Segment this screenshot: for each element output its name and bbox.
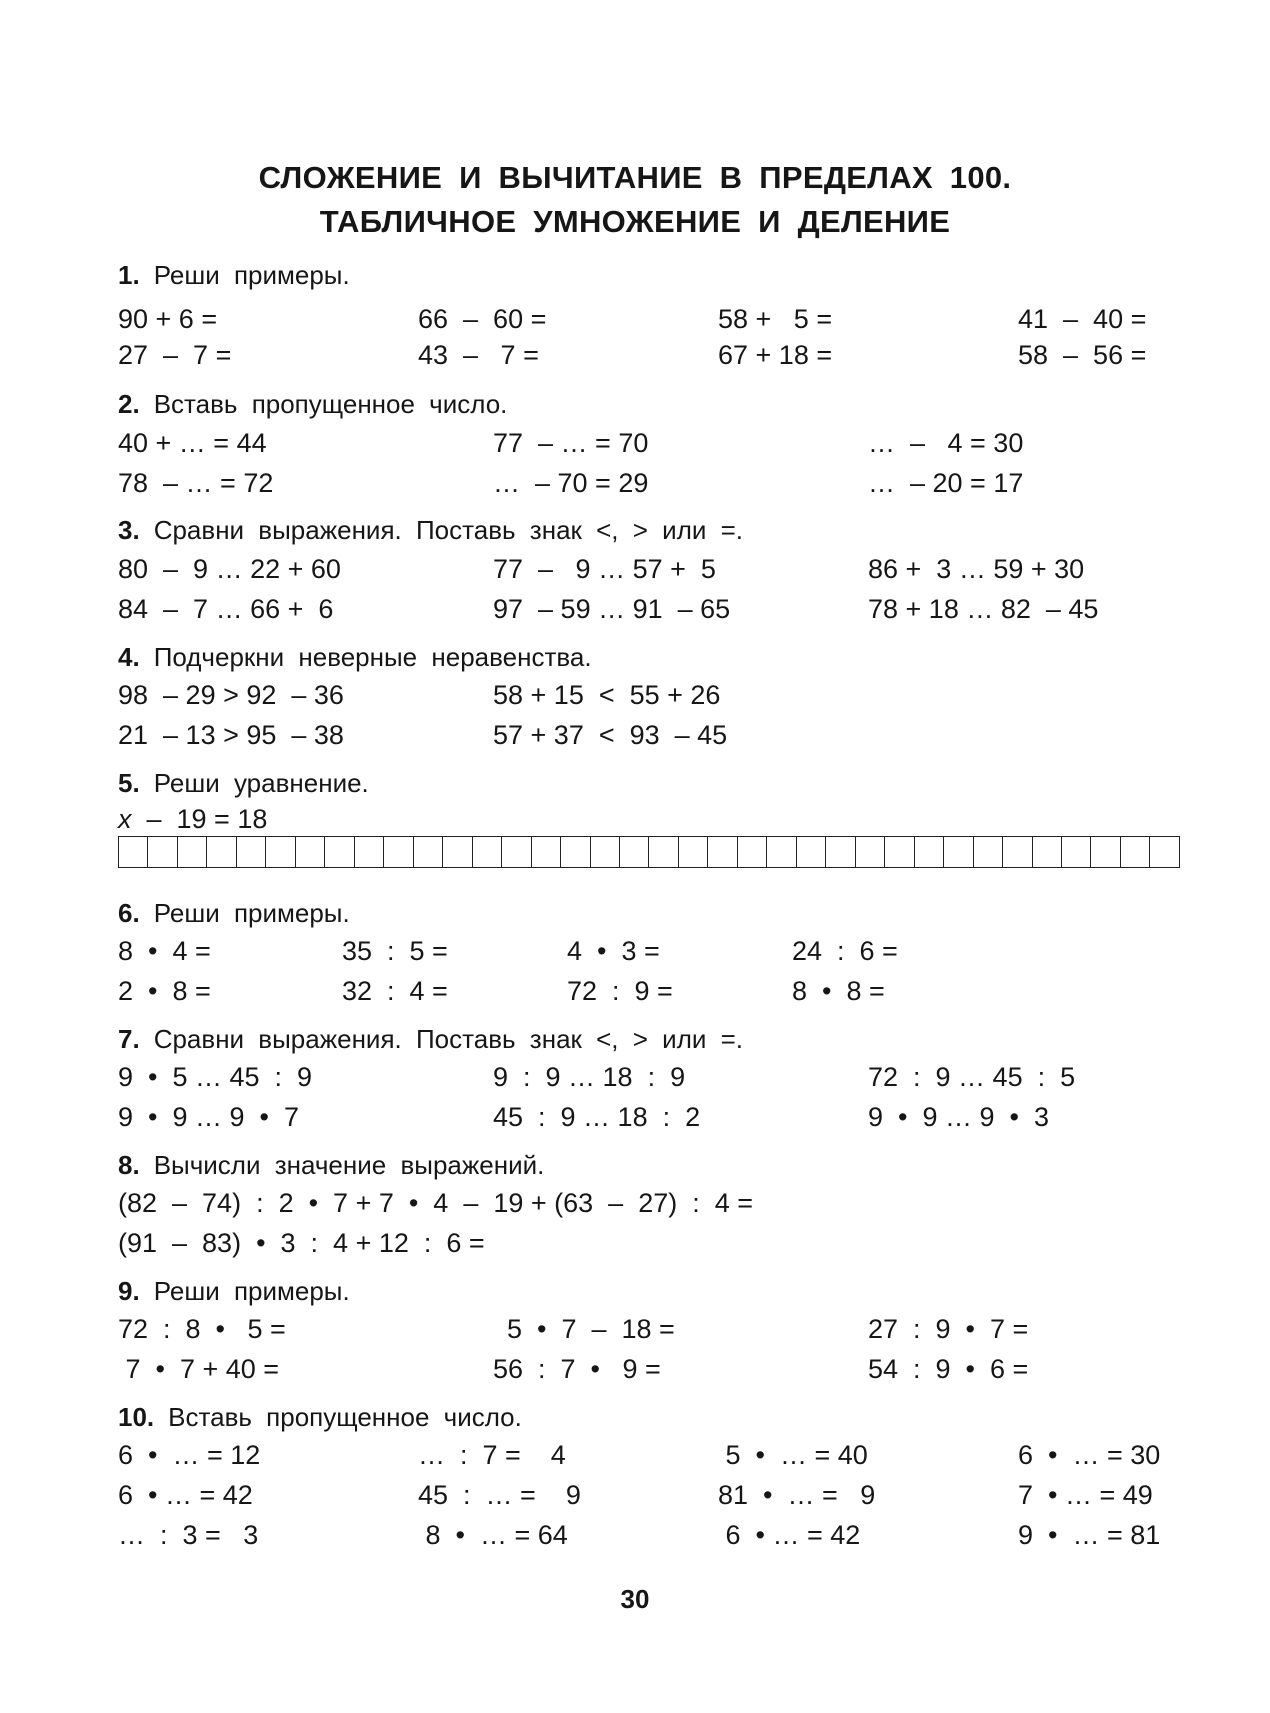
task-5-heading — [118, 768, 369, 799]
example: 72 : 8 • 5 = — [118, 1314, 286, 1344]
example: … – 20 = 17 — [868, 468, 1024, 498]
example: 78 + 18 … 82 – 45 — [868, 594, 1099, 624]
task-instruction: Вычисли значение выражений. — [153, 1150, 545, 1180]
example: 77 – … = 70 — [493, 428, 649, 458]
example: 54 : 9 • 6 = — [868, 1354, 1029, 1384]
inequality: 98 – 29 > 92 – 36 — [118, 680, 344, 710]
task-3-row-1 — [0, 554, 1270, 588]
grid-cell[interactable] — [885, 837, 914, 867]
task-5-equation — [0, 804, 1270, 838]
task-instruction: Реши примеры. — [153, 1276, 350, 1306]
example: 72 : 9 = — [567, 976, 673, 1006]
task-3-row-2 — [0, 594, 1270, 628]
grid-cell[interactable] — [767, 837, 796, 867]
example: 6 • … = 42 — [118, 1480, 253, 1510]
task-number: 6. — [118, 898, 140, 928]
grid-cell[interactable] — [620, 837, 649, 867]
example: 8 • 8 = — [792, 976, 885, 1006]
grid-cell[interactable] — [355, 837, 384, 867]
task-10-row-3 — [0, 1520, 1270, 1554]
example: 7 • 7 + 40 = — [118, 1354, 280, 1384]
task-1-heading — [118, 260, 350, 291]
task-6-heading — [118, 898, 350, 929]
example: 8 • 4 = — [118, 936, 211, 966]
task-number: 1. — [118, 260, 140, 290]
grid-cell[interactable] — [266, 837, 295, 867]
example: … : 7 = 4 — [418, 1440, 566, 1470]
example: 77 – 9 … 57 + 5 — [493, 554, 716, 584]
task-number: 7. — [118, 1024, 140, 1054]
grid-cell[interactable] — [915, 837, 944, 867]
example: 45 : … = 9 — [418, 1480, 581, 1510]
example: 58 + 5 = — [718, 304, 833, 334]
page-number: 30 — [620, 1584, 650, 1614]
example: 9 : 9 … 18 : 9 — [493, 1062, 686, 1092]
task-7-row-2 — [0, 1102, 1270, 1136]
grid-cell[interactable] — [473, 837, 502, 867]
grid-cell[interactable] — [591, 837, 620, 867]
grid-cell[interactable] — [207, 837, 236, 867]
grid-cell[interactable] — [414, 837, 443, 867]
task-9-heading — [118, 1276, 350, 1307]
grid-cell[interactable] — [738, 837, 767, 867]
task-number: 4. — [118, 642, 140, 672]
grid-cell[interactable] — [443, 837, 472, 867]
grid-cell[interactable] — [974, 837, 1003, 867]
task-4-heading — [118, 642, 592, 673]
inequality: 57 + 37 < 93 – 45 — [493, 720, 728, 750]
grid-cell[interactable] — [532, 837, 561, 867]
task-number: 3. — [118, 515, 140, 545]
grid-cell[interactable] — [1062, 837, 1091, 867]
example: 8 • … = 64 — [418, 1520, 568, 1550]
example: 9 • 5 … 45 : 9 — [118, 1062, 313, 1092]
task-instruction: Вставь пропущенное число. — [153, 389, 508, 419]
task-10-row-1 — [0, 1440, 1270, 1474]
example: 41 – 40 = — [1018, 304, 1147, 334]
task-number: 5. — [118, 768, 140, 798]
grid-cell[interactable] — [148, 837, 177, 867]
grid-cell[interactable] — [325, 837, 354, 867]
example: 27 – 7 = — [118, 340, 232, 370]
inequality: 21 – 13 > 95 – 38 — [118, 720, 344, 750]
grid-cell[interactable] — [797, 837, 826, 867]
example: 35 : 5 = — [342, 936, 448, 966]
task-instruction: Подчеркни неверные неравенства. — [153, 642, 592, 672]
grid-cell[interactable] — [708, 837, 737, 867]
example: 56 : 7 • 9 = — [493, 1354, 661, 1384]
example: 90 + 6 = — [118, 304, 218, 334]
example: 6 • … = 42 — [718, 1520, 861, 1550]
example: 78 – … = 72 — [118, 468, 274, 498]
task-instruction: Реши примеры. — [153, 260, 350, 290]
task-2-row-1 — [0, 428, 1270, 462]
example: 43 – 7 = — [418, 340, 539, 370]
grid-cell[interactable] — [384, 837, 413, 867]
grid-cell[interactable] — [296, 837, 325, 867]
example: 84 – 7 … 66 + 6 — [118, 594, 334, 624]
task-number: 2. — [118, 389, 140, 419]
grid-cell[interactable] — [679, 837, 708, 867]
example: 32 : 4 = — [342, 976, 448, 1006]
example: 58 – 56 = — [1018, 340, 1147, 370]
grid-cell[interactable] — [237, 837, 266, 867]
grid-cell[interactable] — [649, 837, 678, 867]
example: 9 • … = 81 — [1018, 1520, 1161, 1550]
example: 67 + 18 = — [718, 340, 833, 370]
task-1-row-1 — [0, 304, 1270, 338]
example: 66 – 60 = — [418, 304, 547, 334]
task-instruction: Реши примеры. — [153, 898, 350, 928]
task-6-row-2 — [0, 976, 1270, 1010]
grid-cell[interactable] — [1003, 837, 1032, 867]
task-3-heading — [118, 515, 743, 546]
answer-grid[interactable] — [118, 836, 1180, 868]
task-8-row-2 — [0, 1228, 1270, 1262]
page-title-line2: ТАБЛИЧНОЕ УМНОЖЕНИЕ И ДЕЛЕНИЕ — [319, 204, 951, 239]
example: 9 • 9 … 9 • 3 — [868, 1102, 1049, 1132]
example: 27 : 9 • 7 = — [868, 1314, 1029, 1344]
task-instruction: Сравни выражения. Поставь знак <, > или =. — [153, 1024, 744, 1054]
example: 80 – 9 … 22 + 60 — [118, 554, 341, 584]
example: 45 : 9 … 18 : 2 — [493, 1102, 701, 1132]
example: 72 : 9 … 45 : 5 — [868, 1062, 1076, 1092]
grid-cell[interactable] — [1033, 837, 1062, 867]
task-8-row-1 — [0, 1188, 1270, 1222]
example: 5 • 7 – 18 = — [507, 1314, 675, 1344]
task-10-heading — [118, 1402, 522, 1433]
grid-cell[interactable] — [502, 837, 531, 867]
task-4-row-1 — [0, 680, 1270, 714]
equation-variable: x — [118, 804, 132, 834]
grid-cell[interactable] — [1121, 837, 1150, 867]
grid-cell[interactable] — [1150, 837, 1178, 867]
task-6-row-1 — [0, 936, 1270, 970]
task-9-row-2 — [0, 1354, 1270, 1388]
example: 81 • … = 9 — [718, 1480, 876, 1510]
example: 9 • 9 … 9 • 7 — [118, 1102, 299, 1132]
example: … – 70 = 29 — [493, 468, 649, 498]
grid-cell[interactable] — [178, 837, 207, 867]
example: 6 • … = 12 — [118, 1440, 261, 1470]
example: 97 – 59 … 91 – 65 — [493, 594, 731, 624]
task-instruction: Сравни выражения. Поставь знак <, > или =. — [153, 515, 744, 545]
grid-cell[interactable] — [826, 837, 855, 867]
task-7-row-1 — [0, 1062, 1270, 1096]
task-7-heading — [118, 1024, 743, 1055]
expression: (91 – 83) • 3 : 4 + 12 : 6 = — [118, 1228, 485, 1258]
grid-cell[interactable] — [1091, 837, 1120, 867]
task-instruction: Вставь пропущенное число. — [168, 1402, 522, 1432]
task-number: 10. — [118, 1402, 155, 1432]
expression: (82 – 74) : 2 • 7 + 7 • 4 – 19 + (63 – 27) : 4 = — [118, 1188, 754, 1218]
task-number: 9. — [118, 1276, 140, 1306]
task-instruction: Реши уравнение. — [153, 768, 369, 798]
example: 4 • 3 = — [567, 936, 660, 966]
grid-cell[interactable] — [119, 837, 148, 867]
example: 6 • … = 30 — [1018, 1440, 1161, 1470]
task-8-heading — [118, 1150, 544, 1181]
inequality: 58 + 15 < 55 + 26 — [493, 680, 721, 710]
example: … – 4 = 30 — [868, 428, 1024, 458]
grid-cell[interactable] — [856, 837, 885, 867]
grid-cell[interactable] — [944, 837, 973, 867]
task-9-row-1 — [0, 1314, 1270, 1348]
example: 7 • … = 49 — [1018, 1480, 1153, 1510]
example: … : 3 = 3 — [118, 1520, 259, 1550]
example: 40 + … = 44 — [118, 428, 267, 458]
example: 5 • … = 40 — [718, 1440, 868, 1470]
grid-cell[interactable] — [561, 837, 590, 867]
example: 2 • 8 = — [118, 976, 211, 1006]
task-1-row-2 — [0, 340, 1270, 374]
task-number: 8. — [118, 1150, 140, 1180]
equation — [118, 804, 267, 835]
task-2-heading — [118, 389, 507, 420]
equation-body: – 19 = 18 — [131, 804, 268, 834]
task-10-row-2 — [0, 1480, 1270, 1514]
example: 86 + 3 … 59 + 30 — [868, 554, 1085, 584]
example: 24 : 6 = — [792, 936, 898, 966]
task-4-row-2 — [0, 720, 1270, 754]
page-title-line1: СЛОЖЕНИЕ И ВЫЧИТАНИЕ В ПРЕДЕЛАХ 100. — [258, 160, 1012, 195]
task-2-row-2 — [0, 468, 1270, 502]
